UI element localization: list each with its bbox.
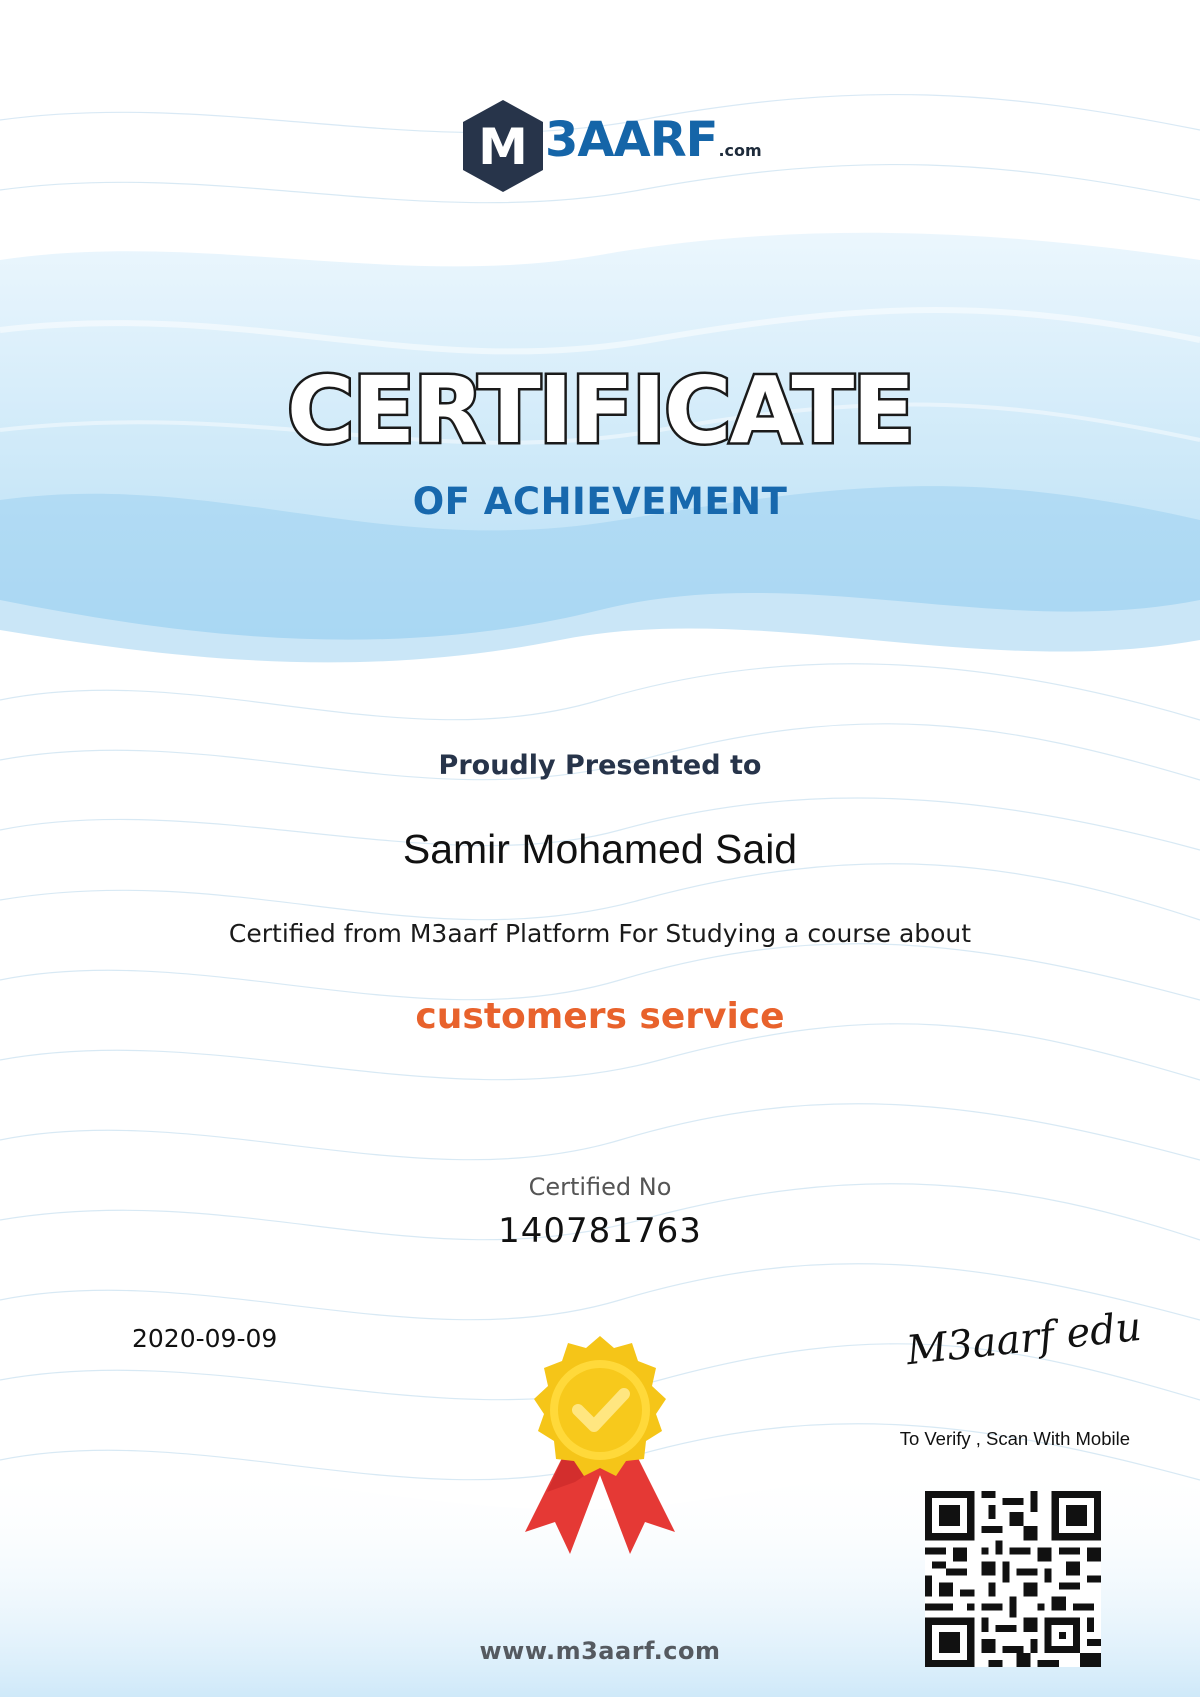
certified-no-value: 140781763 xyxy=(498,1211,702,1251)
certified-no-label: Certified No xyxy=(528,1173,672,1201)
issue-date: 2020-09-09 xyxy=(132,1324,278,1353)
logo-mark-letter: M xyxy=(478,118,528,176)
presented-label: Proudly Presented to xyxy=(438,750,762,781)
certificate-title xyxy=(0,345,1200,465)
certificate-title-text: CERTIFICATE xyxy=(286,357,914,464)
certificate-subtitle: OF ACHIEVEMENT xyxy=(412,480,788,523)
award-medal-icon xyxy=(515,1332,685,1562)
logo-brand: 3AARF xyxy=(545,112,718,168)
logo-wordmark xyxy=(545,112,762,168)
signature-text: M3aarf edu xyxy=(904,1303,1144,1375)
certified-from-text: Certified from M3aarf Platform For Studying a course about xyxy=(228,919,972,948)
course-name: customers service xyxy=(415,996,785,1037)
verify-instructions: To Verify , Scan With Mobile xyxy=(899,1428,1130,1449)
signature-image xyxy=(904,1300,1144,1380)
recipient-name: Samir Mohamed Said xyxy=(402,826,798,872)
website-url[interactable]: www.m3aarf.com xyxy=(479,1637,721,1665)
logo-suffix: .com xyxy=(718,141,762,160)
